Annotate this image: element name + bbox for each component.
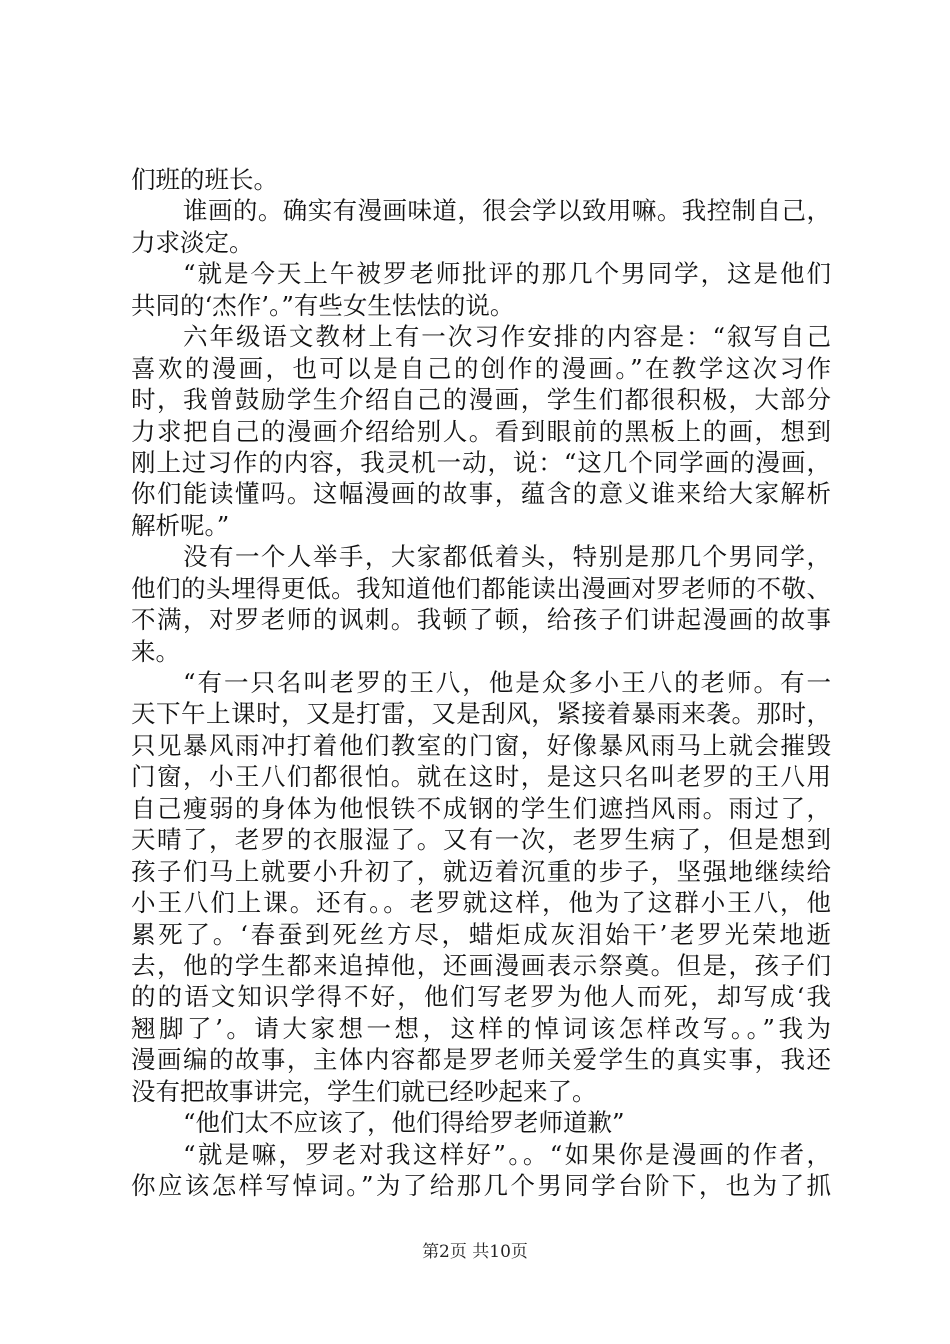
text-line: 没有把故事讲完，学生们就已经吵起来了。 — [131, 1076, 597, 1106]
text-line: 他们的头埋得更低。我知道他们都能读出漫画对罗老师的不敬、 — [131, 573, 831, 603]
text-line: 谁画的。确实有漫画味道，很会学以致用嘛。我控制自己， — [183, 196, 831, 226]
text-line: 漫画编的故事，主体内容都是罗老师关爱学生的真实事，我还 — [131, 1045, 831, 1075]
text-line: 你们能读懂吗。这幅漫画的故事，蕴含的意义谁来给大家解析 — [131, 479, 831, 509]
text-line: 时，我曾鼓励学生介绍自己的漫画，学生们都很积极，大部分 — [131, 385, 831, 415]
text-line: 没有一个人举手，大家都低着头，特别是那几个男同学， — [183, 542, 831, 572]
text-line: “就是嘛，罗老对我这样好”。。“如果你是漫画的作者， — [183, 1139, 831, 1169]
text-line: 累死了。‘春蚕到死丝方尽，蜡炬成灰泪始干’老罗光荣地逝 — [131, 919, 831, 949]
text-line: 解析呢。” — [131, 510, 230, 540]
text-line: 去，他的学生都来追掉他，还画漫画表示祭奠。但是，孩子们 — [131, 950, 831, 980]
text-line: 喜欢的漫画，也可以是自己的创作的漫画。”在教学这次习作 — [131, 353, 831, 383]
text-line: 共同的‘杰作’。”有些女生怯怯的说。 — [131, 290, 515, 320]
text-line: 天下午上课时，又是打雷，又是刮风，紧接着暴雨来袭。那时， — [131, 699, 831, 729]
page-number-footer: 第2页 共10页 — [422, 1242, 528, 1262]
text-line: 门窗，小王八们都很怕。就在这时，是这只名叫老罗的王八用 — [131, 762, 831, 792]
text-line: 的的语文知识学得不好，他们写老罗为他人而死，却写成‘我 — [131, 982, 831, 1012]
text-line: 六年级语文教材上有一次习作安排的内容是：“叙写自己 — [183, 322, 831, 352]
text-line: “有一只名叫老罗的王八，他是众多小王八的老师。有一 — [183, 668, 831, 697]
text-line: 力求淡定。 — [131, 227, 254, 257]
text-line: 天晴了，老罗的衣服湿了。又有一次，老罗生病了，但是想到 — [131, 825, 831, 855]
text-line: “就是今天上午被罗老师批评的那几个男同学，这是他们 — [183, 259, 831, 289]
text-line: 不满，对罗老师的讽刺。我顿了顿，给孩子们讲起漫画的故事 — [131, 605, 831, 635]
text-line: 们班的班长。 — [131, 165, 278, 194]
text-line: 你应该怎样写悼词。”为了给那几个男同学台阶下，也为了抓 — [131, 1171, 831, 1200]
text-line: 小王八们上课。还有。。老罗就这样，他为了这群小王八，他 — [131, 888, 831, 918]
text-line: 刚上过习作的内容，我灵机一动，说：“这几个同学画的漫画， — [131, 447, 831, 477]
body-text — [131, 164, 831, 1201]
text-line: 只见暴风雨冲打着他们教室的门窗，好像暴风雨马上就会摧毁 — [131, 730, 831, 760]
text-line: 孩子们马上就要小升初了，就迈着沉重的步子，坚强地继续给 — [131, 856, 831, 886]
text-line: “他们太不应该了，他们得给罗老师道歉” — [183, 1108, 625, 1138]
text-line: 翘脚了’。请大家想一想，这样的悼词该怎样改写。。”我为 — [131, 1013, 831, 1043]
text-line: 自己瘦弱的身体为他恨铁不成钢的学生们遮挡风雨。雨过了， — [131, 793, 831, 823]
text-line: 力求把自己的漫画介绍给别人。看到眼前的黑板上的画，想到 — [131, 416, 831, 446]
text-line: 来。 — [131, 636, 180, 666]
